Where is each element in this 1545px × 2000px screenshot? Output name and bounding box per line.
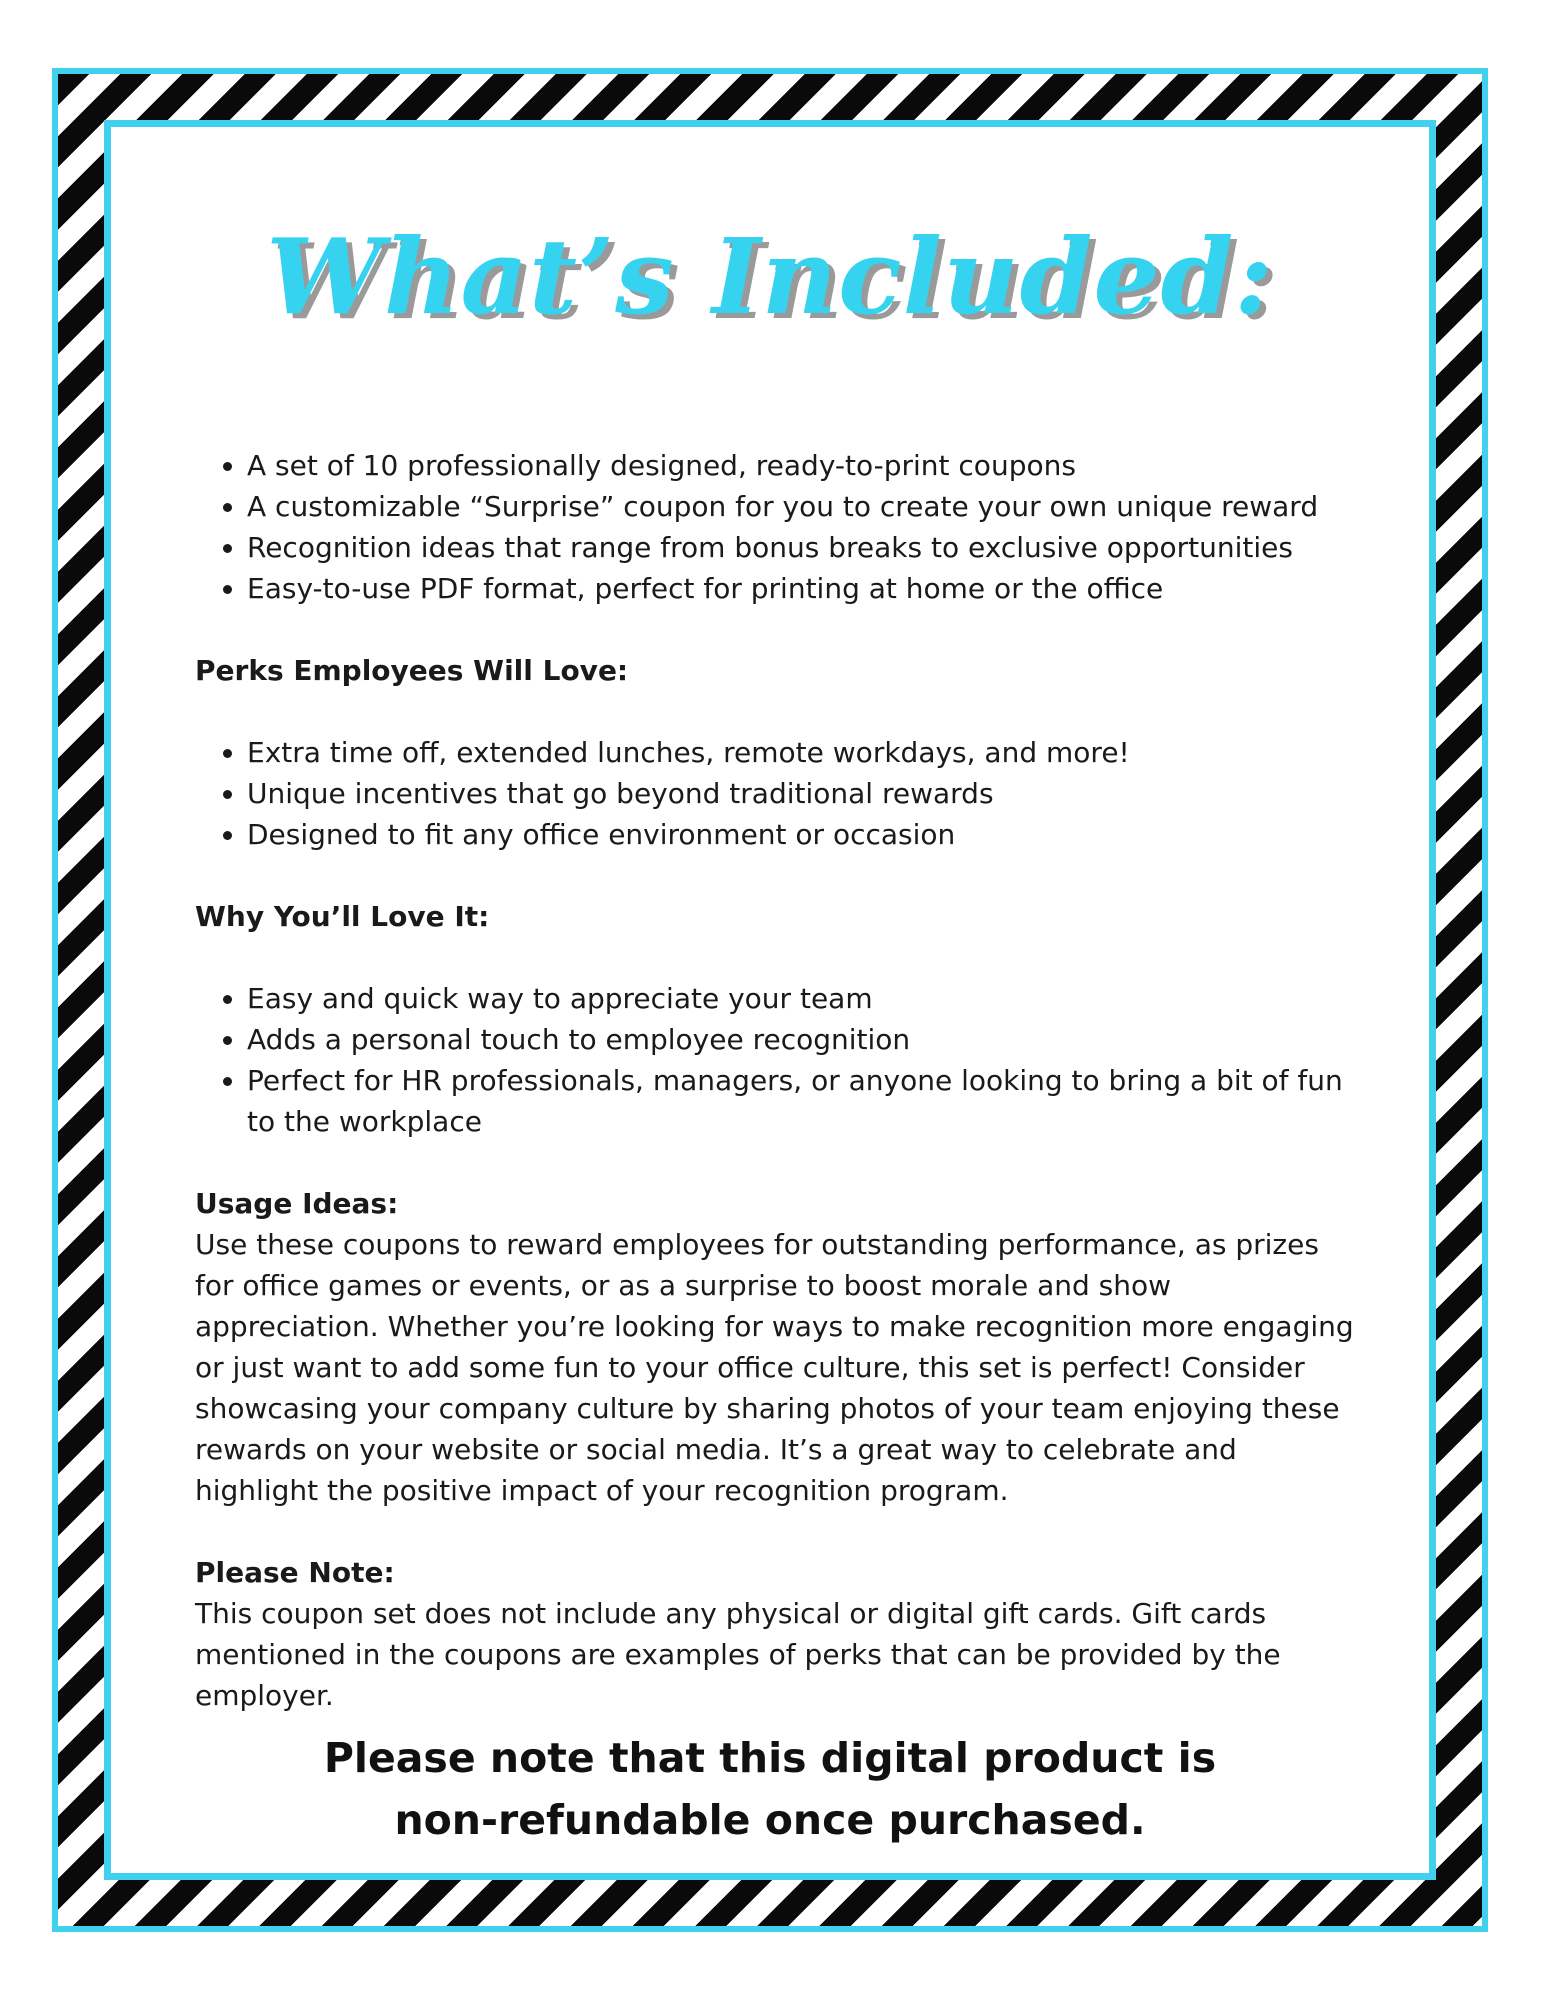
list-item: • A set of 10 professionally designed, ready-to-print coupons [247,445,1359,486]
list-item: • Perfect for HR professionals, managers, or anyone looking to bring a bit of fun to the workplace [247,1060,1359,1142]
refund-notice [111,1727,1429,1851]
refund-notice-line-1: Please note that this digital product is [323,1734,1217,1782]
spacer [195,609,1359,650]
usage-heading: Usage Ideas: [195,1187,399,1220]
spacer [195,855,1359,896]
list-item: • Designed to fit any office environment or occasion [247,814,1359,855]
included-list [195,445,1359,609]
why-heading: Why You’ll Love It: [195,900,490,933]
perks-list [195,732,1359,855]
list-item: • Easy-to-use PDF format, perfect for printing at home or the office [247,568,1359,609]
perks-heading: Perks Employees Will Love: [195,654,629,687]
page-title: What’s Included: [266,215,1274,338]
spacer [195,1511,1359,1552]
usage-paragraph: Use these coupons to reward employees for outstanding performance, as prizes for office games or events, or as a surprise to boost morale and show appreciation. Whether you’re looking for ways to make recognition more engaging or just want to add some fun to your office culture, this set is perfect! Consider showcasing your company culture by sharing photos of your team enjoying these rewards on your website or social media. It’s a great way to celebrate and highlight the positive impact of your recognition program. [195,1228,1354,1507]
list-item: • Recognition ideas that range from bonus breaks to exclusive opportunities [247,527,1359,568]
spacer [195,937,1359,978]
refund-notice-line-2: non-refundable once purchased. [394,1796,1146,1844]
striped-border-frame [52,68,1488,1932]
list-item: • A customizable “Surprise” coupon for you to create your own unique reward [247,486,1359,527]
note-heading: Please Note: [195,1556,395,1589]
list-item: • Unique incentives that go beyond traditional rewards [247,773,1359,814]
content-body [195,445,1359,1716]
content-panel [104,120,1436,1880]
spacer [195,1142,1359,1183]
why-list [195,978,1359,1142]
note-paragraph: This coupon set does not include any physical or digital gift cards. Gift cards mentioned in the coupons are examples of perks that can be provided by the employer. [195,1597,1281,1712]
list-item: • Easy and quick way to appreciate your team [247,978,1359,1019]
list-item: • Extra time off, extended lunches, remote workdays, and more! [247,732,1359,773]
list-item: • Adds a personal touch to employee recognition [247,1019,1359,1060]
spacer [195,691,1359,732]
